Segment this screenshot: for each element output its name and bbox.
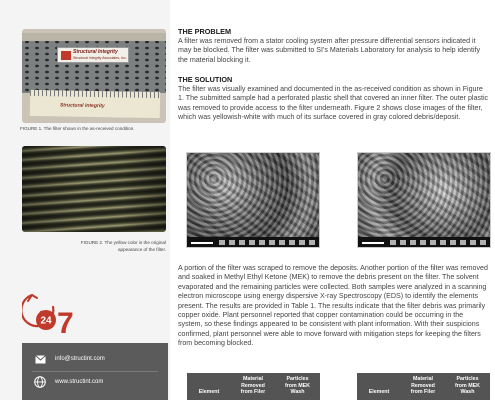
column-header-element: Element — [368, 389, 390, 395]
column-header-element: Element — [198, 389, 220, 395]
problem-heading: THE PROBLEM — [178, 27, 232, 36]
problem-paragraph: A filter was removed from a stator cooling system after pressure differential sensors indicated it may be blocked. The filter was submitted to SI's Materials Laboratory for analysis to help identify the material blocking it. — [178, 37, 481, 64]
sem-image-mek-wash — [357, 152, 491, 248]
left-sidebar — [0, 0, 170, 400]
solution-heading: THE SOLUTION — [178, 75, 233, 84]
figure-2-caption-line: appearance of the filter. — [117, 246, 166, 252]
column-header-mek-particles: Particles from MEK Wash — [284, 376, 310, 396]
figure-1-caption: FIGURE 1. The filter shown in the as-received condition. — [20, 126, 135, 131]
figure-2-image — [22, 146, 166, 232]
column-header-material-removed: Material Removed from Filer — [410, 376, 436, 396]
scale-bar — [362, 242, 384, 244]
email-icon — [34, 353, 46, 365]
brand-logo-icon — [61, 51, 71, 60]
ruler-brand: Structural Integrity — [59, 102, 105, 110]
brand-full-name: Structural Integrity Associates, Inc. — [73, 56, 127, 60]
brand-name: Structural Integrity — [73, 49, 118, 55]
badge-suffix: 7 — [57, 307, 74, 339]
brand-label — [57, 47, 129, 63]
email-row[interactable] — [34, 353, 105, 365]
filter-photo — [22, 33, 166, 93]
scale-bar — [191, 242, 213, 244]
contact-panel — [22, 343, 168, 400]
ruler — [30, 90, 160, 118]
globe-icon — [34, 376, 46, 388]
results-paragraph: A portion of the filter was scraped to remove the deposits. Another portion of the filter was removed and soaked in Methyl Ethyl Ketone (MEK) to remove the debris present on the filter. The solvent evaporated and the remaining particles were collected. Both samples were analyzed in a scanning electron microscope using energy dispersive X-ray Spectroscopy (EDS) to identify the elements present. The results are provided in Table 1. The results indicate that the filter debris was primarily copper oxide. Plant personnel reported that copper contamination could be occurring in the system, so these findings appeared to be consistent with plant information. With their suspicions confirmed, plant personnel were able to move forward with mitigation steps for keeping the filters from becoming blocked. — [178, 264, 488, 348]
results-table-header — [187, 373, 320, 400]
solution-paragraph: The filter was visually examined and documented in the as-received condition as shown in Figure 1. The submitted sample had a perforated plastic shell that covered an inner filter. The outer plastic was removed to provide access to the filter underneath. Figure 2 shows close images of the filter, which was yellowish-white with much of its surface covered in gray colored debris/deposit. — [178, 85, 489, 122]
sem-info-bar — [187, 237, 320, 247]
figure-2-caption — [22, 240, 166, 253]
results-table-header — [357, 373, 490, 400]
sem-info-bar — [358, 237, 491, 247]
column-header-mek-particles: Particles from MEK Wash — [454, 376, 480, 396]
email-link[interactable]: info@structint.com — [55, 356, 105, 362]
website-row[interactable] — [34, 376, 103, 388]
badge-number: 24 — [40, 315, 52, 327]
divider — [32, 371, 158, 372]
sem-image-scraped — [186, 152, 320, 248]
column-header-material-removed: Material Removed from Filer — [240, 376, 266, 396]
figure-1-image — [22, 29, 166, 123]
24-7-badge-icon — [22, 289, 82, 339]
figure-2-caption-line: FIGURE 2. The yellow color is the original — [80, 240, 166, 245]
website-link[interactable]: www.structint.com — [55, 379, 104, 385]
